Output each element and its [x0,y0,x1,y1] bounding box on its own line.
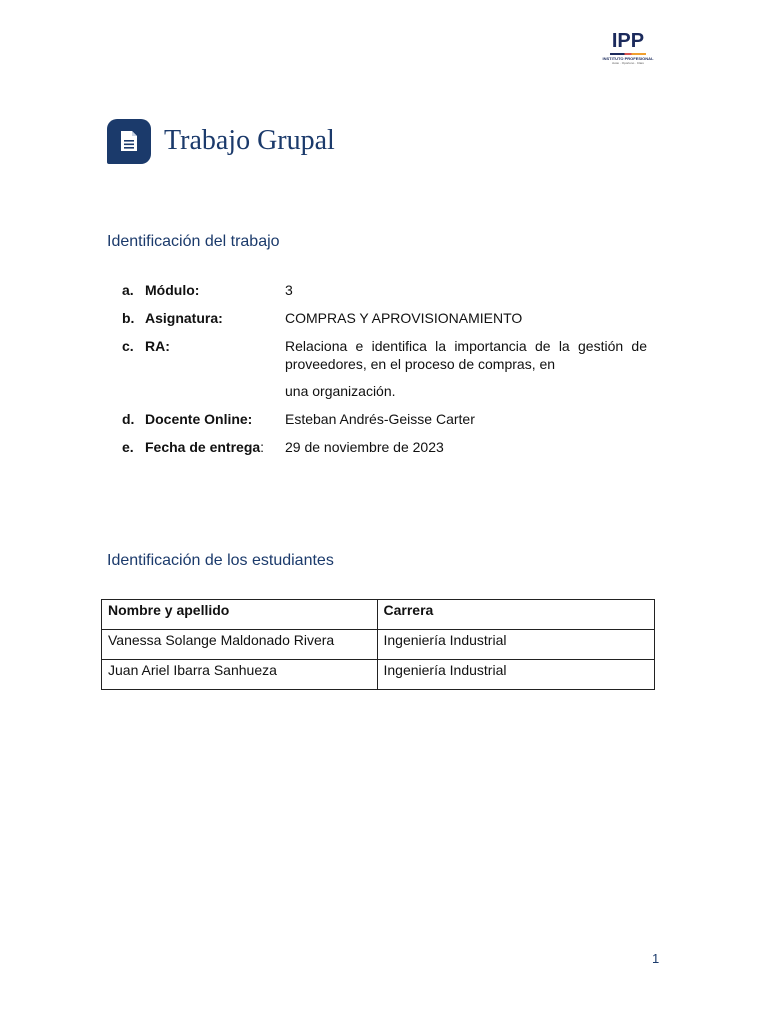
students-table [101,599,655,690]
logo-tagline: Justo · Oportuno · Claro [611,61,645,65]
student-name: Juan Ariel Ibarra Sanhueza [102,660,378,690]
document-icon [107,119,151,164]
info-letter: d. [122,411,135,427]
student-career: Ingeniería Industrial [377,660,655,690]
info-label-colon: : [260,439,265,455]
info-label: Docente Online: [145,411,253,427]
table-row [102,630,655,660]
info-value: 29 de noviembre de 2023 [285,439,444,455]
info-letter: b. [122,310,135,326]
table-row [102,660,655,690]
info-value: Esteban Andrés-Geisse Carter [285,411,475,427]
info-label: Módulo: [145,282,200,298]
info-letter: c. [122,338,134,354]
institution-logo [598,30,658,65]
info-label-text: Fecha de entrega [145,439,261,455]
document-title: Trabajo Grupal [164,125,335,156]
ra-text-line-2: una organización. [285,383,396,399]
info-label: Asignatura: [145,310,223,326]
student-career: Ingeniería Industrial [377,630,655,660]
column-header-name: Nombre y apellido [102,600,378,630]
info-value: 3 [285,282,293,298]
logo-subtitle: INSTITUTO PROFESIONAL [602,56,654,61]
page-number: 1 [652,951,660,966]
info-letter: e. [122,439,134,455]
info-value: COMPRAS Y APROVISIONAMIENTO [285,310,523,326]
info-label [145,438,264,456]
work-identification-heading: Identificación del trabajo [107,233,280,250]
ra-text-line-1: Relaciona e identifica la importancia de la gestión de proveedores, en el proceso de compras, en [285,338,647,372]
column-header-career: Carrera [377,600,655,630]
table-header-row [102,600,655,630]
logo-color-bar [610,53,646,55]
student-name: Vanessa Solange Maldonado Rivera [102,630,378,660]
info-letter: a. [122,282,134,298]
students-identification-heading: Identificación de los estudiantes [107,552,334,569]
logo-text: IPP [611,30,645,52]
info-label: RA: [145,338,170,354]
